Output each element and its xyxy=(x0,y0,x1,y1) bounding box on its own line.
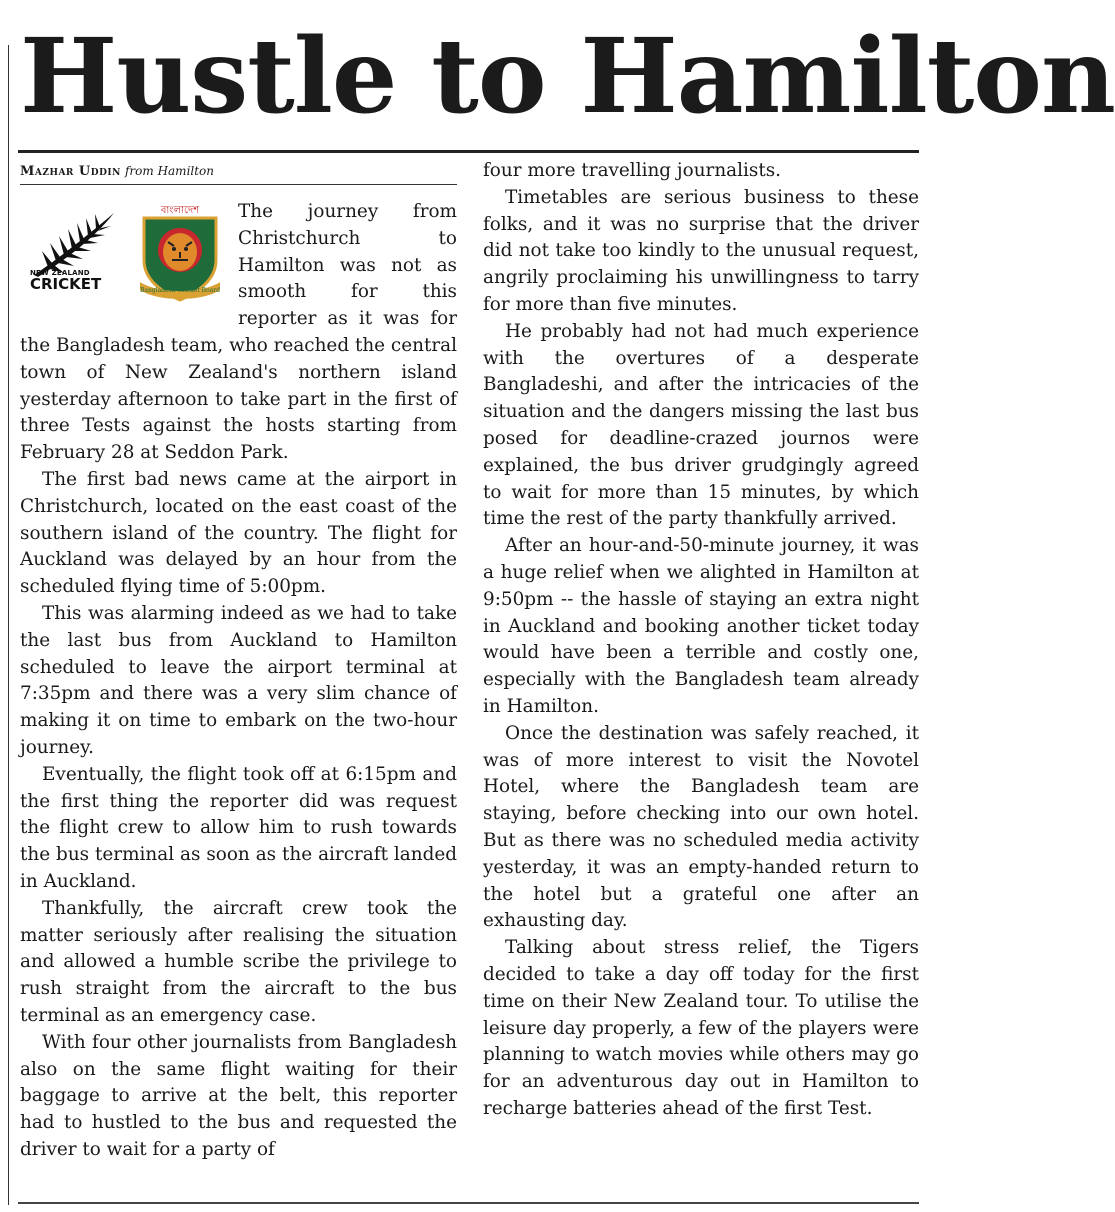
paragraph: four more travelling journalists. xyxy=(483,160,782,181)
paragraph: After an hour-and-50-minute journey, it was a huge relief when we alighted in Hamilton at 9:50pm -- the hassle of staying an extra night in Auckland and booking another ticket today would have been a terrible and costly one, especially with the Bangladesh team already in Hamilton. xyxy=(483,535,919,717)
paragraph: Thankfully, the aircraft crew took the matter seriously after realising the situation and allowed a humble scribe the privilege to rush straight from the aircraft to the bus terminal as an emergency case. xyxy=(20,897,457,1026)
paragraph: The journey from Christchurch to Hamilton was not as smooth for this reporter as it was for the Bangladesh team, who reached the central town of New Zealand's northern island yesterday afternoon to take part in the first of three Tests against the hosts starting from February 28 at Seddon Park. xyxy=(20,201,457,464)
paragraph: Talking about stress relief, the Tigers decided to take a day off today for the first time on their New Zealand tour. To utilise the leisure day properly, a few of the players were planning to watch movies while others may go for an adventurous day out in Hamilton to recharge batteries ahead of the first Test. xyxy=(483,937,919,1119)
byline-author: Mazhar Uddin xyxy=(20,164,121,179)
headline-rule xyxy=(18,150,919,153)
paragraph: He probably had not had much experience with the overtures of a desperate Bangladeshi, and after the intricacies of the situation and the dangers missing the last bus posed for deadline-crazed journos were explained, the bus driver grudgingly agreed to wait for more than 15 minutes, by which time the rest of the party thankfully arrived. xyxy=(483,320,919,530)
paragraph: This was alarming indeed as we had to take the last bus from Auckland to Hamilton scheduled to leave the airport terminal at 7:35pm and there was a very slim chance of making it on time to embark on the two-hour journey. xyxy=(20,602,457,758)
paragraph: Timetables are serious business to these folks, and it was no surprise that the driver did not take too kindly to the unusual request, angrily proclaiming his unwillingness to tarry for more than five minutes. xyxy=(483,186,919,315)
bottom-rule xyxy=(18,1202,919,1204)
svg-text:বাংলাদেশ: বাংলাদেশ xyxy=(160,205,200,216)
nz-cricket-wordmark: NEW ZEALAND CRICKET xyxy=(30,269,102,293)
left-column xyxy=(20,158,457,1164)
byline xyxy=(20,158,457,185)
paragraph: The first bad news came at the airport in Christchurch, located on the east coast of the southern island of the country. The flight for Auckland was delayed by an hour from the scheduled flying time of 5:00pm. xyxy=(20,468,457,598)
logos xyxy=(20,199,238,307)
svg-text:Bangladesh Cricket Board: Bangladesh Cricket Board xyxy=(140,287,220,294)
paragraph: Eventually, the flight took off at 6:15pm and the first thing the reporter did was request the flight crew to allow him to rush towards the bus terminal as soon as the aircraft landed in Auckland. xyxy=(20,763,457,892)
bangladesh-cricket-board-logo xyxy=(128,202,232,306)
paragraph: Once the destination was safely reached, it was of more interest to visit the Novotel Hotel, where the Bangladesh team are staying, before checking into our own hotel. But as there was no scheduled media activity yesterday, it was an empty-handed return to the hotel but a grateful one after an exhausting day. xyxy=(483,722,919,932)
byline-location: from Hamilton xyxy=(124,164,215,178)
column-rule xyxy=(8,45,9,1205)
right-column xyxy=(483,158,919,1123)
paragraph: With four other journalists from Bangladesh also on the same flight waiting for their baggage to arrive at the belt, this reporter had to hustled to the bus and requested the driver to wait for a party of xyxy=(20,1031,457,1160)
headline: Hustle to Hamilton xyxy=(20,16,1115,137)
